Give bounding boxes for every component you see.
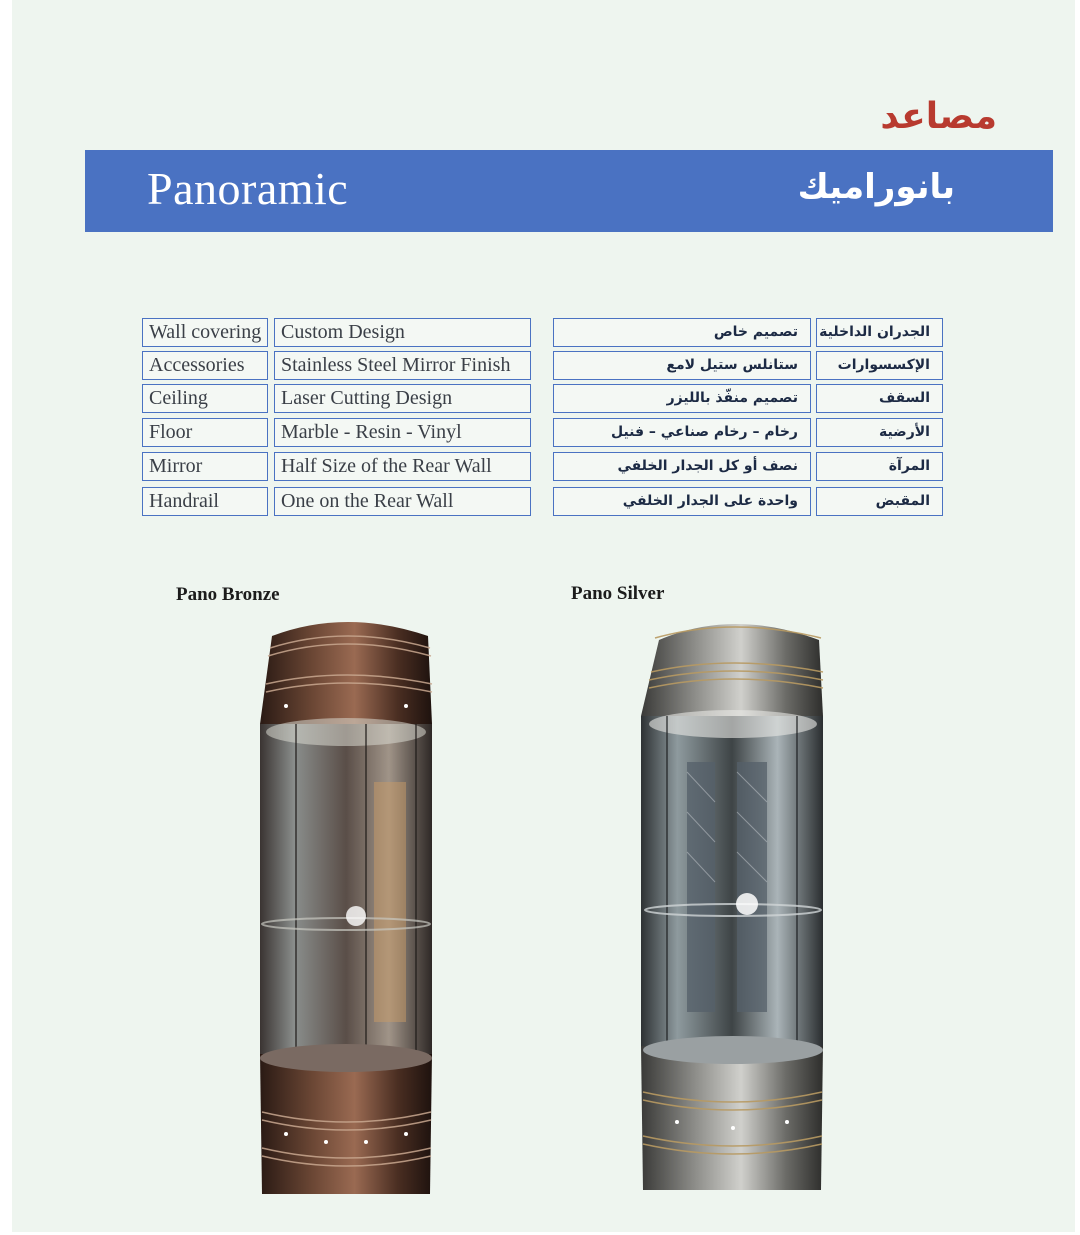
spec-label-ar: الأرضية: [816, 418, 943, 447]
section-title: مصاعد: [880, 96, 997, 137]
spec-label-ar: السقف: [816, 384, 943, 413]
spec-label-en: Floor: [142, 418, 268, 447]
spec-value-en: One on the Rear Wall: [274, 487, 531, 516]
spec-label-ar: الجدران الداخلية: [816, 318, 943, 347]
silver-elevator-image: [637, 612, 827, 1192]
spec-value-en: Stainless Steel Mirror Finish: [274, 351, 531, 380]
spec-value-ar: نصف أو كل الجدار الخلفي: [553, 452, 811, 481]
spec-value-ar: تصميم خاص: [553, 318, 811, 347]
spec-value-ar: ستانلس ستيل لامع: [553, 351, 811, 380]
spec-value-en: Custom Design: [274, 318, 531, 347]
spec-value-ar: رخام – رخام صناعي – فنيل: [553, 418, 811, 447]
product-name-ar: بانوراميك: [797, 167, 955, 207]
product-label-silver: Pano Silver: [571, 583, 665, 604]
spec-label-en: Mirror: [142, 452, 268, 481]
bronze-elevator-image: [256, 612, 436, 1196]
spec-label-ar: المقبض: [816, 487, 943, 516]
product-name-en: Panoramic: [147, 163, 349, 214]
spec-label-ar: الإكسسوارات: [816, 351, 943, 380]
spec-label-ar: المرآة: [816, 452, 943, 481]
spec-label-en: Wall covering: [142, 318, 268, 347]
product-banner: [85, 150, 1053, 232]
product-label-bronze: Pano Bronze: [176, 584, 280, 605]
spec-value-en: Marble - Resin - Vinyl: [274, 418, 531, 447]
spec-value-en: Laser Cutting Design: [274, 384, 531, 413]
spec-label-en: Accessories: [142, 351, 268, 380]
spec-label-en: Ceiling: [142, 384, 268, 413]
spec-value-ar: تصميم منفّذ بالليزر: [553, 384, 811, 413]
spec-value-ar: واحدة على الجدار الخلفي: [553, 487, 811, 516]
spec-label-en: Handrail: [142, 487, 268, 516]
catalog-page: [12, 0, 1075, 1232]
spec-value-en: Half Size of the Rear Wall: [274, 452, 531, 481]
